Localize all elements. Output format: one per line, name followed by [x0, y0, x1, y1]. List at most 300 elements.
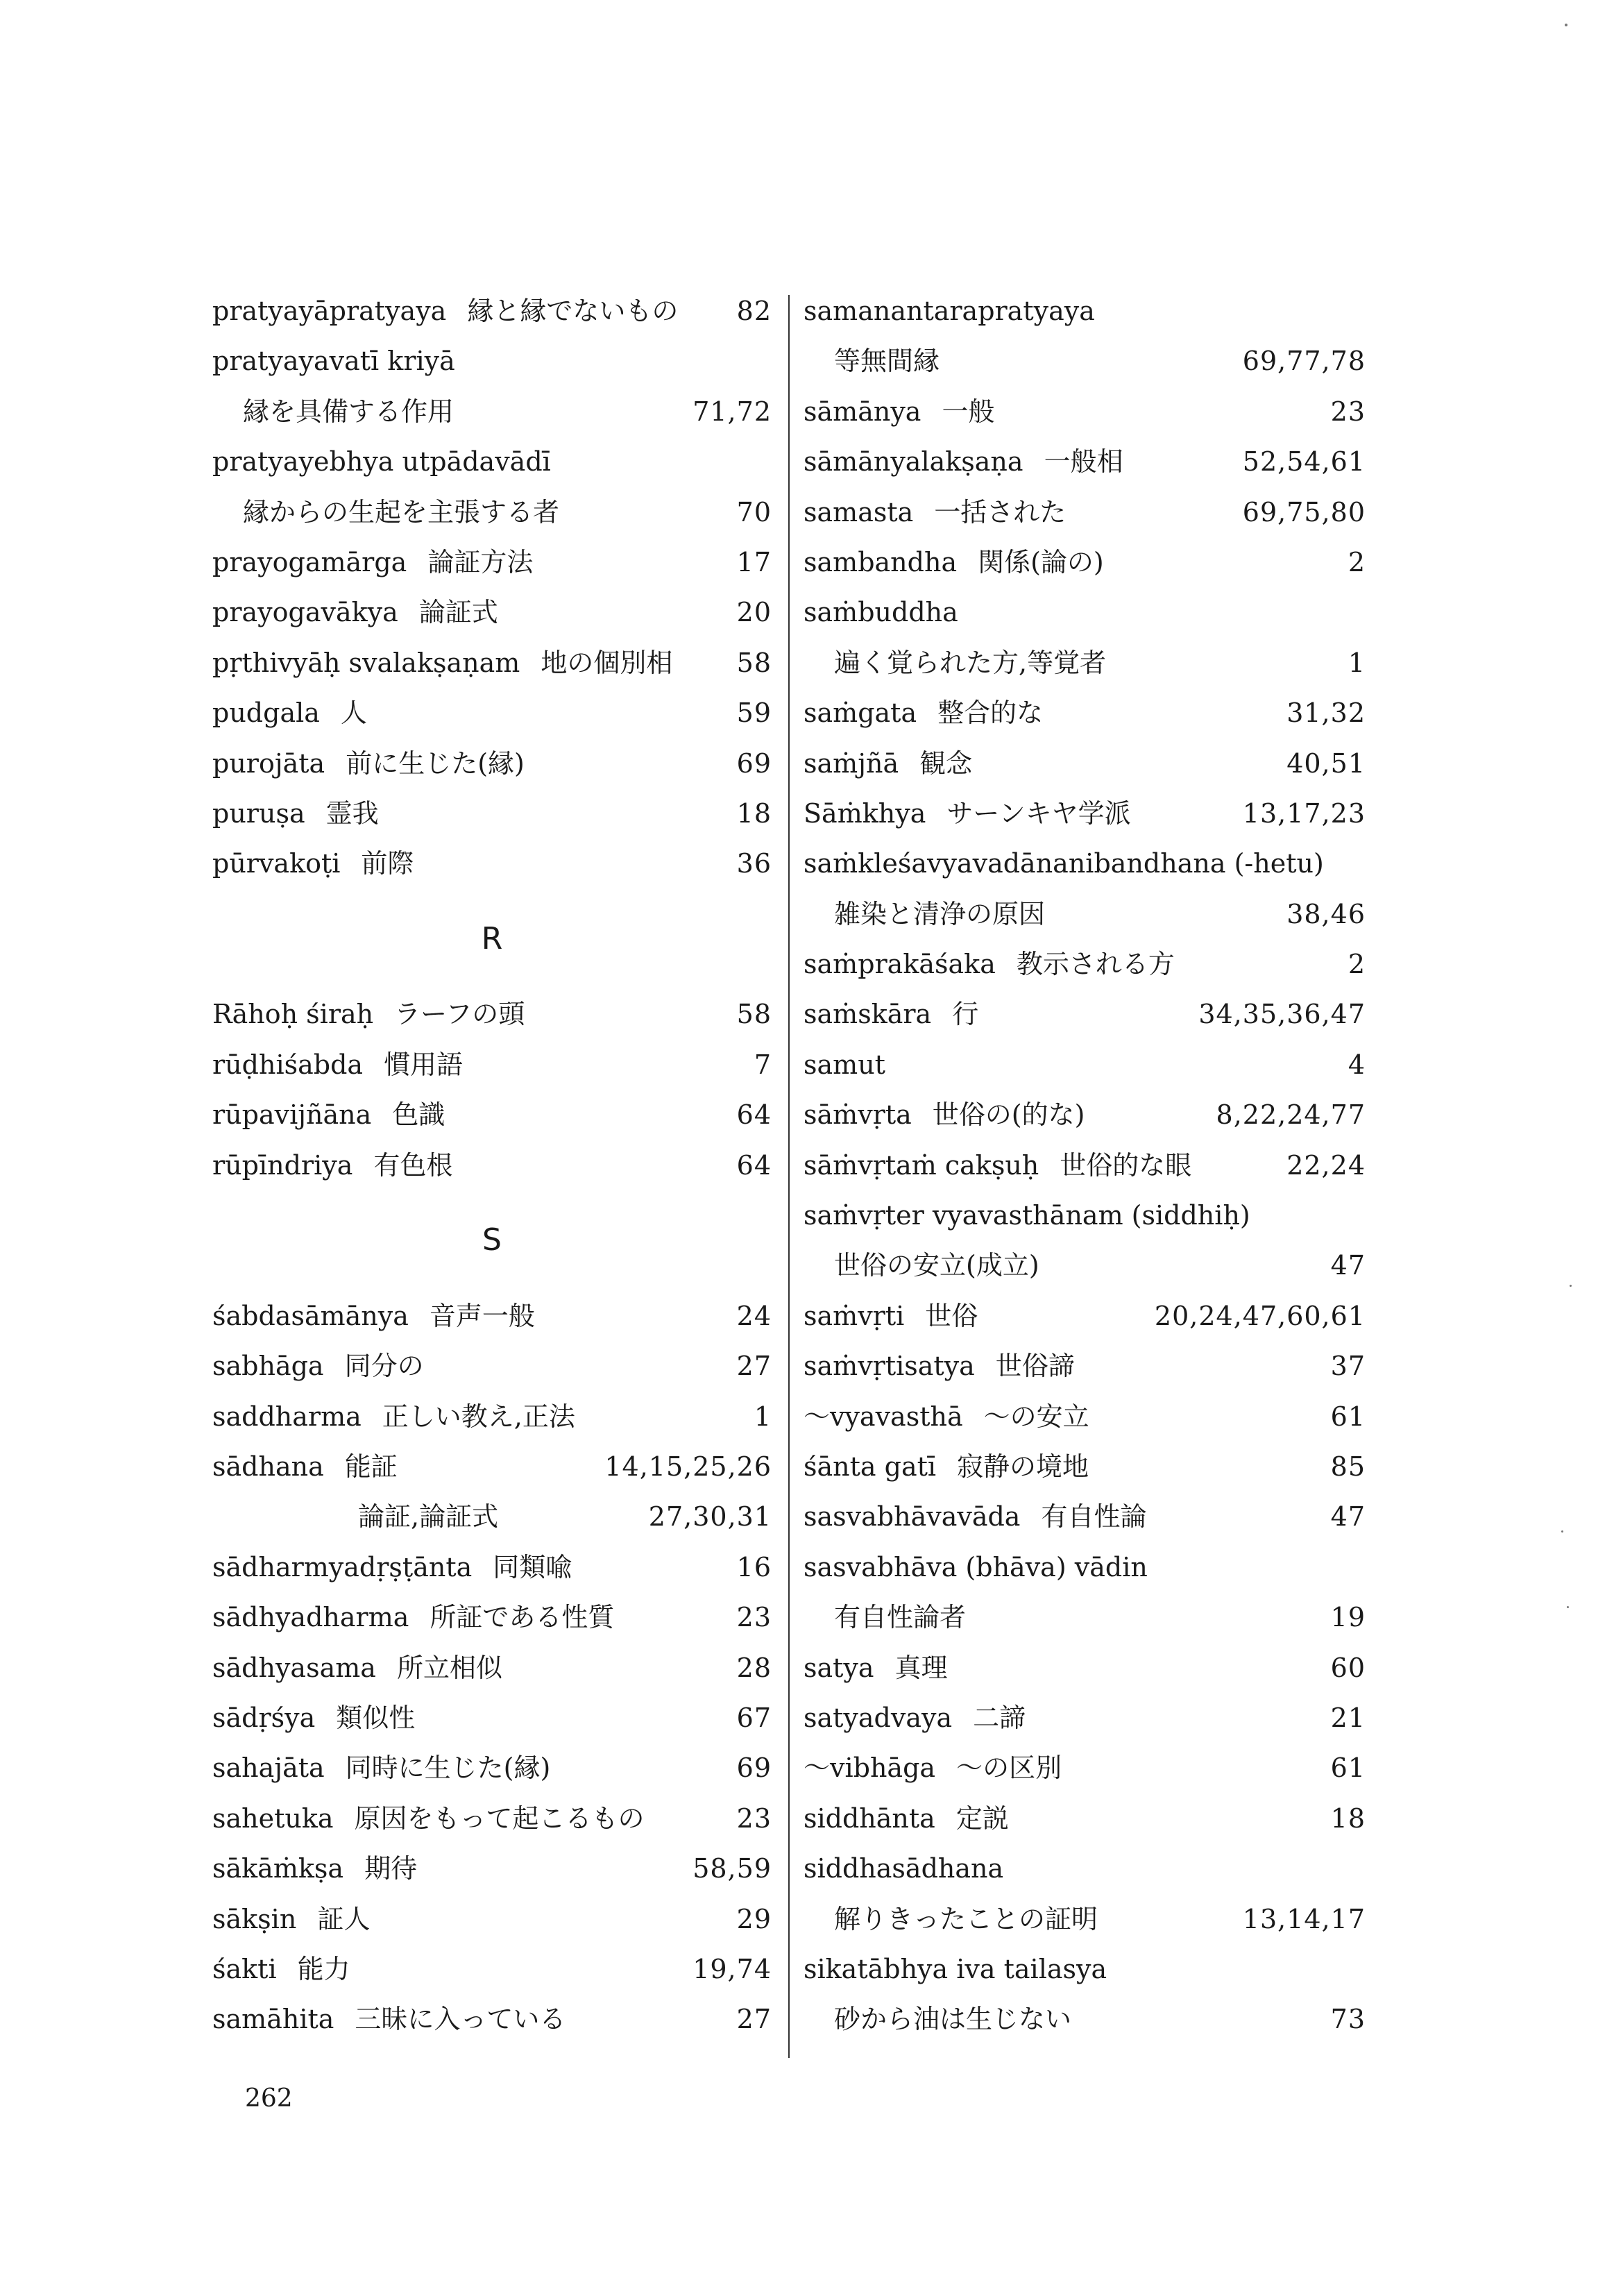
index-entry: [804, 788, 1366, 838]
page-references: 60: [1330, 1652, 1366, 1683]
page-references: 4: [1348, 1049, 1366, 1080]
index-entry: [804, 1291, 1366, 1341]
sanskrit-term: sambandha: [804, 546, 958, 577]
page-references: 27: [736, 1351, 772, 1382]
entry-text: [804, 1190, 1250, 1240]
entry-text: [212, 638, 672, 688]
page-references: 69,75,80: [1242, 496, 1366, 527]
page-references: 64: [736, 1149, 772, 1181]
index-entry: [212, 989, 772, 1039]
sanskrit-term: sikatābhya iva tailasya: [804, 1953, 1107, 1984]
sanskrit-term: rūpavijñāna: [212, 1099, 372, 1131]
index-entry: [804, 587, 1366, 637]
page-references: 19,74: [692, 1953, 772, 1984]
sanskrit-term: sasvabhāvavāda: [804, 1501, 1021, 1533]
index-entry: [212, 688, 772, 738]
sanskrit-term: saṁbuddha: [804, 597, 958, 628]
entry-text: [212, 838, 414, 888]
index-entry: [212, 286, 772, 336]
sanskrit-term: Sāṁkhya: [804, 797, 926, 829]
index-entry: [212, 1542, 772, 1592]
japanese-gloss: 真理: [894, 1652, 948, 1683]
page-references: 82: [736, 296, 772, 326]
page-references: 58: [736, 647, 772, 678]
index-entry: [804, 1140, 1366, 1190]
index-entry: [804, 738, 1366, 788]
entry-text: [804, 1392, 1089, 1442]
page-number: 262: [245, 2084, 293, 2113]
index-entry: [804, 1190, 1366, 1240]
entry-text: [804, 587, 958, 637]
sanskrit-term: sākṣin: [212, 1903, 297, 1934]
index-entry: [804, 1743, 1366, 1793]
entry-text: [212, 1140, 452, 1190]
scan-speck: [1570, 1285, 1572, 1287]
japanese-gloss: 人: [340, 698, 367, 729]
japanese-gloss: 教示される方: [1016, 949, 1175, 980]
page-references: 47: [1330, 1250, 1366, 1281]
index-entry: [212, 1643, 772, 1693]
sanskrit-term: pratyayāpratyaya: [212, 296, 447, 326]
index-entry: [804, 1894, 1366, 1944]
japanese-gloss: 行: [952, 999, 979, 1030]
entry-text: [804, 1492, 1146, 1542]
index-entry: [212, 788, 772, 838]
entry-text: [804, 788, 1131, 838]
index-column-left: [212, 286, 772, 2045]
index-entry: [804, 989, 1366, 1039]
page-references: 20: [736, 597, 772, 628]
index-entry: [212, 1743, 772, 1793]
index-entry: [804, 1944, 1366, 1994]
sanskrit-term: sādhana: [212, 1451, 324, 1483]
japanese-gloss: 論証,論証式: [358, 1501, 499, 1533]
index-entry: [212, 1693, 772, 1743]
japanese-gloss: 定説: [955, 1803, 1009, 1834]
page-references: 7: [754, 1049, 772, 1080]
index-entry: [804, 1240, 1366, 1290]
japanese-gloss: 色識: [392, 1099, 445, 1131]
japanese-gloss: ～の区別: [956, 1753, 1062, 1784]
page-references: 19: [1330, 1602, 1366, 1633]
scan-speck: [1561, 1530, 1563, 1533]
sanskrit-term: ～vibhāga: [804, 1753, 936, 1784]
page-references: 18: [1330, 1803, 1366, 1834]
page-references: 61: [1330, 1753, 1366, 1784]
sanskrit-term: sabhāga: [212, 1351, 324, 1382]
entry-text: [212, 738, 525, 788]
entry-text: [834, 1994, 1071, 2044]
entry-text: [804, 1693, 1026, 1743]
index-entry: [804, 1843, 1366, 1893]
japanese-gloss: 前に生じた(縁): [346, 748, 525, 779]
index-entry: [212, 437, 772, 487]
index-entry: [804, 437, 1366, 487]
sanskrit-term: ～vyavasthā: [804, 1401, 963, 1432]
japanese-gloss: 整合的な: [937, 698, 1044, 729]
sanskrit-term: sahajāta: [212, 1753, 325, 1784]
japanese-gloss: 二諦: [973, 1702, 1026, 1733]
japanese-gloss: サーンキヤ学派: [946, 797, 1131, 829]
sanskrit-term: pratyayavatī kriyā: [212, 346, 455, 377]
sanskrit-term: saṁjñā: [804, 748, 899, 779]
sanskrit-term: samasta: [804, 496, 914, 527]
sanskrit-term: saṁvṛter vyavasthānam (siddhiḥ): [804, 1200, 1250, 1231]
japanese-gloss: 砂から油は生じない: [834, 2004, 1072, 2035]
column-divider: [788, 295, 790, 2058]
japanese-gloss: 有自性論者: [834, 1602, 967, 1633]
japanese-gloss: 観念: [919, 748, 973, 779]
japanese-gloss: 縁からの生起を主張する者: [243, 496, 560, 527]
japanese-gloss: 音声一般: [429, 1300, 535, 1331]
section-letter: R: [481, 920, 503, 956]
entry-text: [804, 1291, 978, 1341]
sanskrit-term: rūpīndriya: [212, 1149, 353, 1181]
index-entry: [212, 1994, 772, 2044]
entry-text: [212, 286, 678, 336]
entry-text: [804, 1090, 1085, 1140]
page-references: 2: [1348, 949, 1366, 980]
index-entry: [804, 387, 1366, 437]
page-references: 20,24,47,60,61: [1154, 1300, 1366, 1331]
sanskrit-term: satya: [804, 1652, 874, 1683]
japanese-gloss: 縁を具備する作用: [243, 396, 454, 427]
japanese-gloss: 慣用語: [384, 1049, 464, 1080]
page-references: 73: [1330, 2004, 1366, 2035]
page-references: 47: [1330, 1501, 1366, 1533]
japanese-gloss: 地の個別相: [541, 647, 673, 678]
page-references: 1: [754, 1401, 772, 1432]
entry-text: [212, 1592, 614, 1642]
japanese-gloss: 同時に生じた(縁): [345, 1753, 551, 1784]
page-references: 23: [736, 1602, 772, 1633]
japanese-gloss: 等無間縁: [834, 346, 940, 377]
entry-text: [804, 537, 1104, 587]
entry-text: [804, 1542, 1148, 1592]
japanese-gloss: 解りきったことの証明: [834, 1903, 1098, 1934]
page-references: 22,24: [1286, 1149, 1366, 1181]
index-entry: [212, 1793, 772, 1843]
page-references: 70: [736, 496, 772, 527]
page-references: 58,59: [692, 1853, 772, 1884]
page-references: 52,54,61: [1242, 446, 1366, 478]
page-references: 13,14,17: [1242, 1903, 1366, 1934]
sanskrit-term: śakti: [212, 1953, 277, 1984]
index-entry: [804, 487, 1366, 537]
entry-text: [212, 688, 367, 738]
page-references: 2: [1348, 546, 1366, 577]
page-references: 23: [1330, 396, 1366, 427]
index-entry: [212, 1392, 772, 1442]
entry-text: [804, 1793, 1009, 1843]
entry-text: [804, 989, 978, 1039]
page-references: 24: [736, 1300, 772, 1331]
sanskrit-term: saṁskāra: [804, 999, 932, 1030]
japanese-gloss: 正しい教え,正法: [382, 1401, 575, 1432]
japanese-gloss: 所証である性質: [430, 1602, 615, 1633]
entry-text: [804, 688, 1043, 738]
index-entry: [804, 336, 1366, 386]
index-entry: [212, 1592, 772, 1642]
sanskrit-term: saṁprakāśaka: [804, 949, 996, 980]
entry-text: [804, 1944, 1107, 1994]
japanese-gloss: 同分の: [344, 1351, 424, 1382]
japanese-gloss: 関係(論の): [978, 546, 1104, 577]
entry-text: [212, 1542, 572, 1592]
page-references: 17: [736, 546, 772, 577]
sanskrit-term: pūrvakoṭi: [212, 848, 341, 879]
page-references: 69: [736, 748, 772, 779]
entry-text: [212, 1643, 502, 1693]
entry-text: [804, 738, 972, 788]
index-entry: [212, 838, 772, 888]
index-entry: [212, 1040, 772, 1090]
page-references: 67: [736, 1702, 772, 1733]
sanskrit-term: puruṣa: [212, 797, 305, 829]
entry-text: [212, 1743, 550, 1793]
japanese-gloss: 遍く覚られた方,等覚者: [834, 647, 1107, 678]
entry-text: [212, 1894, 370, 1944]
entry-text: [804, 1743, 1062, 1793]
entry-text: [212, 587, 498, 637]
sanskrit-term: pratyayebhya utpādavādī: [212, 446, 551, 478]
japanese-gloss: 所立相似: [396, 1652, 502, 1683]
index-entry: [212, 1894, 772, 1944]
entry-text: [212, 1341, 424, 1391]
sanskrit-term: satyadvaya: [804, 1702, 953, 1733]
entry-text: [804, 387, 994, 437]
japanese-gloss: 寂静の境地: [957, 1451, 1089, 1482]
page-references: 61: [1330, 1401, 1366, 1432]
entry-text: [358, 1492, 498, 1542]
page-references: 28: [736, 1652, 772, 1683]
japanese-gloss: 類似性: [336, 1702, 416, 1733]
page-references: 71,72: [692, 396, 772, 427]
japanese-gloss: 世俗の(的な): [932, 1099, 1085, 1131]
japanese-gloss: 縁と縁でないもの: [467, 296, 679, 326]
japanese-gloss: 能力: [297, 1953, 350, 1984]
sanskrit-term: sādharmyadṛṣṭānta: [212, 1551, 473, 1582]
entry-text: [212, 1944, 350, 1994]
index-entry: [212, 1291, 772, 1341]
page-references: 8,22,24,77: [1216, 1099, 1366, 1131]
sanskrit-term: rūḍhiśabda: [212, 1049, 364, 1080]
index-entry: [804, 1442, 1366, 1492]
page-references: 27: [736, 2004, 772, 2035]
index-entry: [212, 1442, 772, 1492]
japanese-gloss: 世俗諦: [995, 1351, 1075, 1382]
sanskrit-term: sāṁvṛta: [804, 1099, 912, 1131]
index-entry: [804, 1693, 1366, 1743]
japanese-gloss: 論証式: [418, 597, 498, 628]
entry-text: [834, 1894, 1098, 1944]
sanskrit-term: siddhasādhana: [804, 1853, 1004, 1884]
entry-text: [212, 788, 379, 838]
page-references: 23: [736, 1803, 772, 1834]
sanskrit-term: sahetuka: [212, 1803, 334, 1834]
entry-text: [804, 1843, 1003, 1893]
entry-text: [804, 1040, 885, 1090]
page-references: 38,46: [1286, 898, 1366, 929]
entry-text: [834, 1240, 1039, 1290]
sanskrit-term: saṁgata: [804, 698, 917, 729]
entry-text: [212, 1994, 566, 2044]
index-entry: [212, 1140, 772, 1190]
sanskrit-term: sāṁvṛtaṁ cakṣuḥ: [804, 1149, 1039, 1181]
page-references: 64: [736, 1099, 772, 1131]
index-entry: [804, 1492, 1366, 1542]
scan-speck: [1565, 24, 1567, 26]
japanese-gloss: 一般相: [1044, 446, 1123, 478]
japanese-gloss: 三昧に入っている: [355, 2004, 566, 2035]
japanese-gloss: ラーフの頭: [394, 999, 525, 1030]
page-references: 14,15,25,26: [604, 1451, 772, 1483]
entry-text: [212, 1793, 645, 1843]
sanskrit-term: saṁvṛti: [804, 1300, 905, 1331]
japanese-gloss: 原因をもって起こるもの: [354, 1803, 645, 1834]
page-references: 69: [736, 1753, 772, 1784]
japanese-gloss: 前際: [361, 848, 414, 879]
japanese-gloss: 有自性論: [1041, 1501, 1147, 1533]
index-entry: [804, 939, 1366, 989]
entry-text: [243, 387, 454, 437]
sanskrit-term: sasvabhāva (bhāva) vādin: [804, 1551, 1148, 1582]
sanskrit-term: purojāta: [212, 748, 325, 779]
index-entry: [212, 336, 772, 386]
japanese-gloss: ～の安立: [983, 1401, 1089, 1432]
entry-text: [804, 1140, 1191, 1190]
sanskrit-term: sāmānya: [804, 396, 921, 427]
entry-text: [212, 437, 551, 487]
entry-text: [212, 1392, 575, 1442]
sanskrit-term: sādhyasama: [212, 1652, 376, 1683]
entry-text: [804, 487, 1066, 537]
entry-text: [804, 437, 1123, 487]
sanskrit-term: sādṛśya: [212, 1702, 316, 1733]
japanese-gloss: 雑染と清浄の原因: [834, 898, 1046, 929]
entry-text: [243, 487, 559, 537]
page-references: 37: [1330, 1351, 1366, 1382]
sanskrit-term: siddhānta: [804, 1803, 935, 1834]
entry-text: [212, 336, 455, 386]
sanskrit-term: samanantarapratyaya: [804, 296, 1095, 326]
entry-text: [212, 537, 533, 587]
sanskrit-term: samut: [804, 1049, 885, 1080]
entry-text: [834, 889, 1045, 939]
index-entry: [212, 537, 772, 587]
index-entry: [804, 1994, 1366, 2044]
sanskrit-term: sākāṁkṣa: [212, 1853, 344, 1884]
index-entry: [804, 1040, 1366, 1090]
japanese-gloss: 世俗: [925, 1300, 978, 1331]
page-references: 21: [1330, 1702, 1366, 1733]
index-entry: [212, 487, 772, 537]
page-references: 13,17,23: [1242, 797, 1366, 829]
scan-speck: [1567, 1606, 1569, 1608]
page-references: 69,77,78: [1242, 346, 1366, 377]
entry-text: [212, 1693, 415, 1743]
entry-text: [804, 286, 1095, 336]
page-references: 34,35,36,47: [1198, 999, 1366, 1030]
index-entry: [804, 688, 1366, 738]
page-references: 85: [1330, 1451, 1366, 1482]
entry-text: [212, 1843, 417, 1893]
index-entry: [212, 638, 772, 688]
index-entry: [212, 1843, 772, 1893]
index-entry: [804, 838, 1366, 888]
index-entry: [804, 1793, 1366, 1843]
page-references: 59: [736, 698, 772, 729]
index-entry: [212, 1492, 772, 1542]
index-entry: [212, 1090, 772, 1140]
japanese-gloss: 能証: [344, 1451, 398, 1483]
sanskrit-term: prayogamārga: [212, 546, 407, 577]
index-entry: [804, 1592, 1366, 1642]
index-column-right: [804, 286, 1366, 2045]
sanskrit-term: sāmānyalakṣaṇa: [804, 446, 1023, 478]
index-entry: [804, 638, 1366, 688]
sanskrit-term: pṛthivyāḥ svalakṣaṇam: [212, 647, 520, 678]
page-references: 1: [1348, 647, 1366, 678]
index-entry: [212, 387, 772, 437]
entry-text: [804, 1341, 1075, 1391]
index-entry: [804, 1392, 1366, 1442]
index-entry: [804, 1341, 1366, 1391]
japanese-gloss: 一括された: [934, 496, 1067, 527]
sanskrit-term: saṁkleśavyavadānanibandhana (-hetu): [804, 848, 1324, 879]
japanese-gloss: 世俗的な眼: [1060, 1149, 1192, 1181]
page-references: 18: [736, 797, 772, 829]
page-references: 27,30,31: [648, 1501, 772, 1533]
index-entry: [804, 286, 1366, 336]
entry-text: [834, 336, 940, 386]
japanese-gloss: 同類喩: [493, 1551, 572, 1582]
index-entry: [804, 1542, 1366, 1592]
page-references: 31,32: [1286, 698, 1366, 729]
entry-text: [804, 838, 1324, 888]
japanese-gloss: 証人: [317, 1903, 371, 1934]
index-entry: [212, 1944, 772, 1994]
sanskrit-term: śānta gatī: [804, 1451, 937, 1482]
sanskrit-term: saṁvṛtisatya: [804, 1351, 975, 1382]
entry-text: [212, 1040, 463, 1090]
sanskrit-term: saddharma: [212, 1401, 362, 1432]
japanese-gloss: 霊我: [325, 797, 379, 829]
index-entry: [804, 889, 1366, 939]
page-references: 29: [736, 1903, 772, 1934]
index-entry: [804, 537, 1366, 587]
entry-text: [804, 1442, 1089, 1492]
page-references: 40,51: [1286, 748, 1366, 779]
sanskrit-term: sādhyadharma: [212, 1602, 409, 1633]
japanese-gloss: 有色根: [373, 1149, 453, 1181]
index-entry: [212, 1341, 772, 1391]
section-letter: S: [482, 1222, 502, 1258]
index-entry: [804, 1643, 1366, 1693]
entry-text: [804, 1643, 948, 1693]
sanskrit-term: prayogavākya: [212, 597, 398, 628]
page-references: 16: [736, 1551, 772, 1582]
japanese-gloss: 論証方法: [427, 546, 534, 577]
page-references: 58: [736, 999, 772, 1030]
index-entry: [212, 738, 772, 788]
sanskrit-term: Rāhoḥ śiraḥ: [212, 999, 374, 1030]
sanskrit-term: samāhita: [212, 2004, 334, 2035]
index-entry: [804, 1090, 1366, 1140]
index-entry: [212, 587, 772, 637]
entry-text: [834, 638, 1106, 688]
entry-text: [212, 989, 525, 1039]
